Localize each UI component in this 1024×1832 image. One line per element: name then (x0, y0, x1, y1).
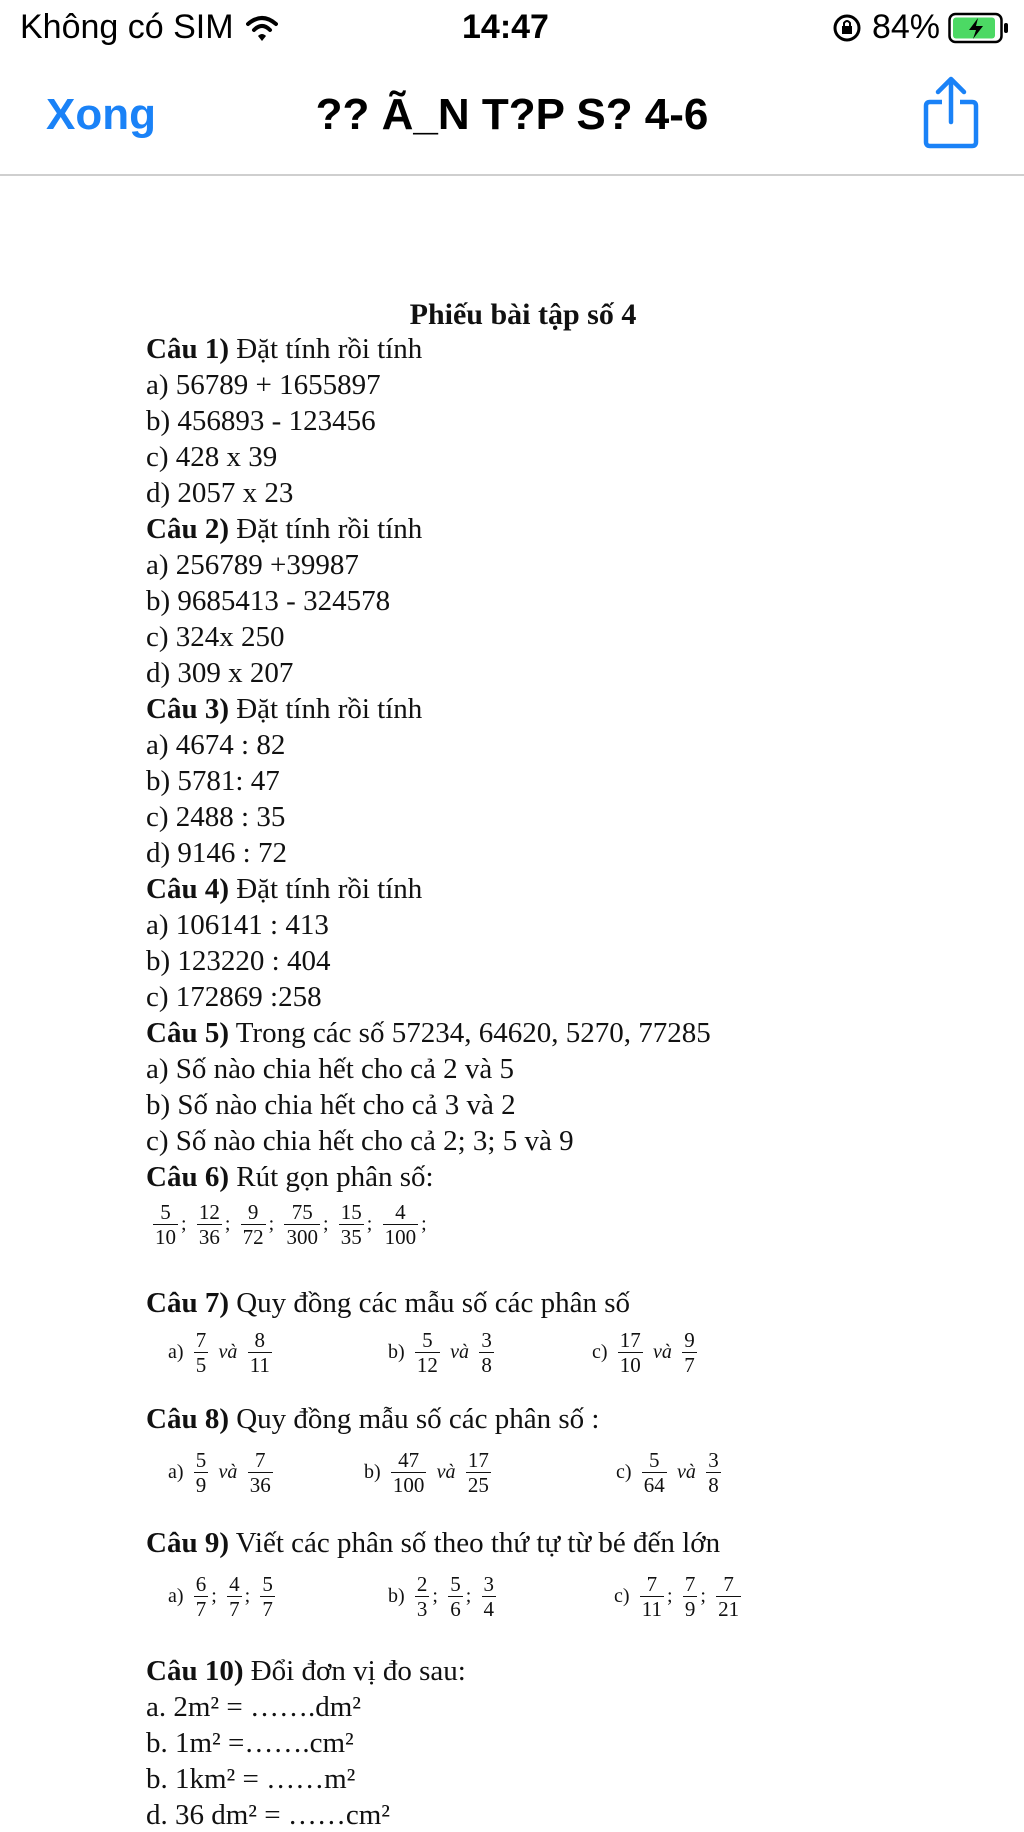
question-10-a: a. 2m² = …….dm² (146, 1691, 361, 1723)
clock: 14:47 (462, 8, 549, 46)
question-number: Câu 9) (146, 1527, 229, 1559)
document-page (0, 176, 1024, 1831)
question-2-a: a) 256789 +39987 (146, 549, 359, 581)
question-text: Rút gọn phân số: (236, 1161, 434, 1193)
question-3-d: d) 9146 : 72 (146, 837, 287, 869)
fraction: $\frac{12}{36}$ (198, 1200, 220, 1249)
question-9-heading (146, 1526, 720, 1560)
question-10-d: d. 36 dm² = ……cm² (146, 1799, 390, 1831)
question-number: Câu 4) (146, 873, 229, 905)
share-icon[interactable] (922, 76, 980, 150)
question-8-c: c) $\frac{5}{64}$ và $\frac{3}{8}$ (616, 1448, 719, 1497)
question-number: Câu 3) (146, 693, 229, 725)
question-number: Câu 1) (146, 333, 229, 365)
question-1-d: d) 2057 x 23 (146, 477, 294, 509)
question-text: Quy đồng mẫu số các phân số : (236, 1403, 600, 1435)
question-text: Đặt tính rồi tính (236, 333, 423, 365)
question-5-heading (146, 1016, 711, 1050)
question-text: Đặt tính rồi tính (236, 513, 423, 545)
question-2-b: b) 9685413 - 324578 (146, 585, 391, 617)
question-7-a: a) $\frac{7}{5}$ và $\frac{8}{11}$ (168, 1328, 270, 1377)
question-1-a: a) 56789 + 1655897 (146, 369, 381, 401)
wifi-icon (246, 13, 278, 43)
question-3-a: a) 4674 : 82 (146, 729, 286, 761)
question-2-c: c) 324x 250 (146, 621, 285, 653)
question-9-c: c) $\frac{7}{11}$ ; $\frac{7}{9}$ ; $\frac{7}{21}$ (614, 1572, 740, 1621)
question-4-heading (146, 872, 422, 906)
question-4-b: b) 123220 : 404 (146, 945, 331, 977)
question-4-a: a) 106141 : 413 (146, 909, 329, 941)
question-10-c: b. 1km² = ……m² (146, 1763, 356, 1795)
question-number: Câu 2) (146, 513, 229, 545)
worksheet-title: Phiếu bài tập số 4 (409, 298, 637, 331)
question-6-fractions: $\frac{5}{10}$ ; $\frac{12}{36}$ ; $\frac{9}{72}$ ; $\frac{75}{300}$ ; $\frac{15}{35}$ ; $\frac{4}{100}$ ; (155, 1200, 427, 1249)
battery-percent: 84% (871, 8, 940, 46)
question-2-heading (146, 512, 422, 546)
question-4-c: c) 172869 :258 (146, 981, 322, 1013)
battery-charging-icon (948, 12, 1010, 44)
fraction: $\frac{75}{300}$ (286, 1200, 318, 1249)
question-number: Câu 8) (146, 1403, 229, 1435)
question-6-heading (146, 1160, 434, 1194)
status-bar (0, 0, 1024, 58)
question-text: Đặt tính rồi tính (236, 693, 423, 725)
question-3-b: b) 5781: 47 (146, 765, 280, 797)
question-2-d: d) 309 x 207 (146, 657, 294, 689)
orientation-lock-icon (832, 13, 862, 43)
carrier-label: Không có SIM (20, 8, 234, 46)
question-5-b: b) Số nào chia hết cho cả 3 và 2 (146, 1089, 516, 1121)
carrier-group (20, 8, 278, 47)
fraction: $\frac{15}{35}$ (340, 1200, 362, 1249)
fraction: $\frac{5}{10}$ (155, 1200, 176, 1249)
question-number: Câu 10) (146, 1655, 244, 1687)
question-text: Quy đồng các mẫu số các phân số (236, 1287, 631, 1319)
question-10-heading (146, 1654, 466, 1688)
document-title: ?? Ã_N T?P S? 4-6 (315, 90, 709, 139)
question-1-heading (146, 332, 422, 366)
question-number: Câu 5) (146, 1017, 229, 1049)
question-9-b: b) $\frac{2}{3}$ ; $\frac{5}{6}$ ; $\frac{3}{4}$ (388, 1572, 495, 1621)
question-7-b: b) $\frac{5}{12}$ và $\frac{3}{8}$ (388, 1328, 492, 1377)
question-9-a: a) $\frac{6}{7}$ ; $\frac{4}{7}$ ; $\frac{5}{7}$ (168, 1572, 273, 1621)
question-8-a: a) $\frac{5}{9}$ và $\frac{7}{36}$ (168, 1448, 271, 1497)
fraction: $\frac{4}{100}$ (384, 1200, 417, 1249)
question-7-c: c) $\frac{17}{10}$ và $\frac{9}{7}$ (592, 1328, 695, 1377)
question-3-c: c) 2488 : 35 (146, 801, 286, 833)
question-8-heading (146, 1402, 599, 1436)
question-10-b: b. 1m² =…….cm² (146, 1727, 354, 1759)
question-1-b: b) 456893 - 123456 (146, 405, 376, 437)
navigation-bar (0, 66, 1024, 176)
question-text: Trong các số 57234, 64620, 5270, 77285 (235, 1017, 711, 1049)
question-5-c: c) Số nào chia hết cho cả 2; 3; 5 và 9 (146, 1125, 574, 1157)
question-1-c: c) 428 x 39 (146, 441, 278, 473)
question-8-b: b) $\frac{47}{100}$ và $\frac{17}{25}$ (364, 1448, 489, 1497)
done-button[interactable]: Xong (46, 90, 156, 139)
question-text: Đặt tính rồi tính (236, 873, 423, 905)
question-text: Đổi đơn vị đo sau: (250, 1655, 466, 1687)
fraction: $\frac{9}{72}$ (242, 1200, 264, 1249)
question-3-heading (146, 692, 422, 726)
battery-group (832, 8, 1010, 47)
question-5-a: a) Số nào chia hết cho cả 2 và 5 (146, 1053, 514, 1085)
question-7-heading (146, 1286, 630, 1320)
question-text: Viết các phân số theo thứ tự từ bé đến lớn (235, 1527, 721, 1559)
question-number: Câu 6) (146, 1161, 229, 1193)
question-number: Câu 7) (146, 1287, 229, 1319)
